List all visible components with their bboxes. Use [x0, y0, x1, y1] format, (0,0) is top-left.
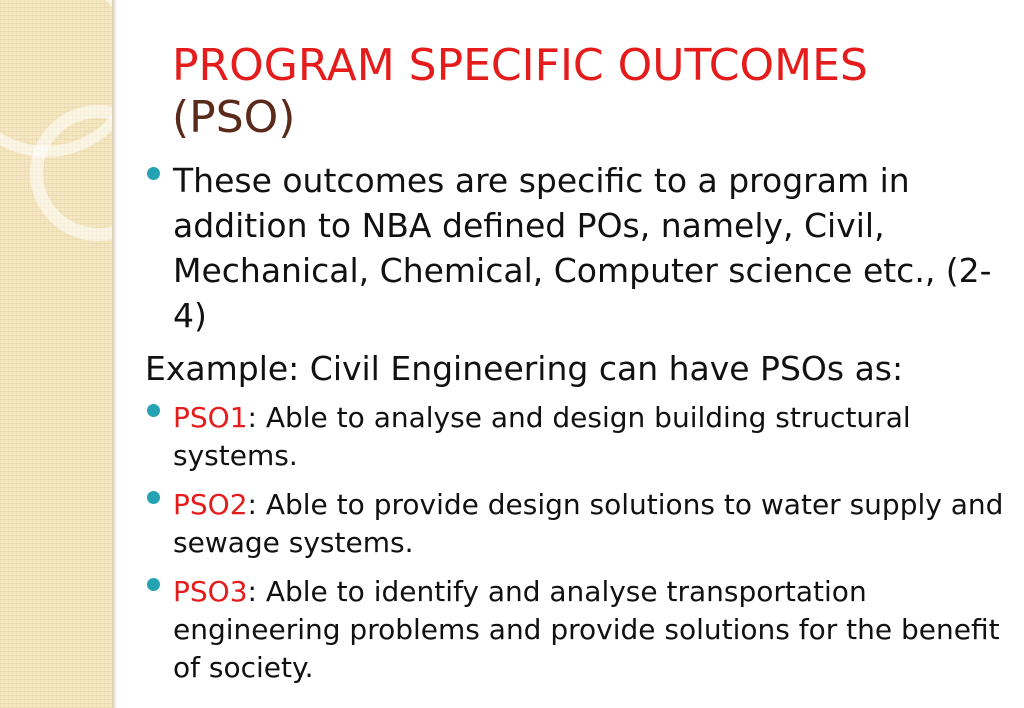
pso-text: : Able to identify and analyse transportation engineering problems and provide solutions for the benefit of society. [173, 575, 1000, 684]
example-heading: Example: Civil Engineering can have PSOs as: [145, 349, 904, 388]
slide-body [145, 158, 1005, 698]
pso-code: PSO3 [173, 575, 248, 608]
bullet-dot-icon [147, 578, 160, 591]
pso-code: PSO2 [173, 488, 248, 521]
bullet-dot-icon [147, 404, 160, 417]
intro-bullet [145, 158, 1005, 338]
side-strip-edge [112, 0, 116, 708]
pso-item [145, 573, 1005, 687]
intro-bullet-text: These outcomes are specific to a program in addition to NBA defined POs, namely, Civil, Mechanical, Chemical, Computer science etc., (2-4) [173, 161, 992, 335]
title-line-1: PROGRAM SPECIFIC OUTCOMES [172, 40, 868, 91]
pso-text: : Able to analyse and design building structural systems. [173, 401, 911, 472]
title-line-2: (PSO) [172, 92, 296, 143]
slide-title [172, 40, 868, 144]
decorative-side-strip [0, 0, 112, 708]
pso-code: PSO1 [173, 401, 248, 434]
bullet-dot-icon [147, 167, 160, 180]
bullet-dot-icon [147, 491, 160, 504]
pso-text: : Able to provide design solutions to water supply and sewage systems. [173, 488, 1004, 559]
pso-item [145, 486, 1005, 562]
pso-item [145, 399, 1005, 475]
